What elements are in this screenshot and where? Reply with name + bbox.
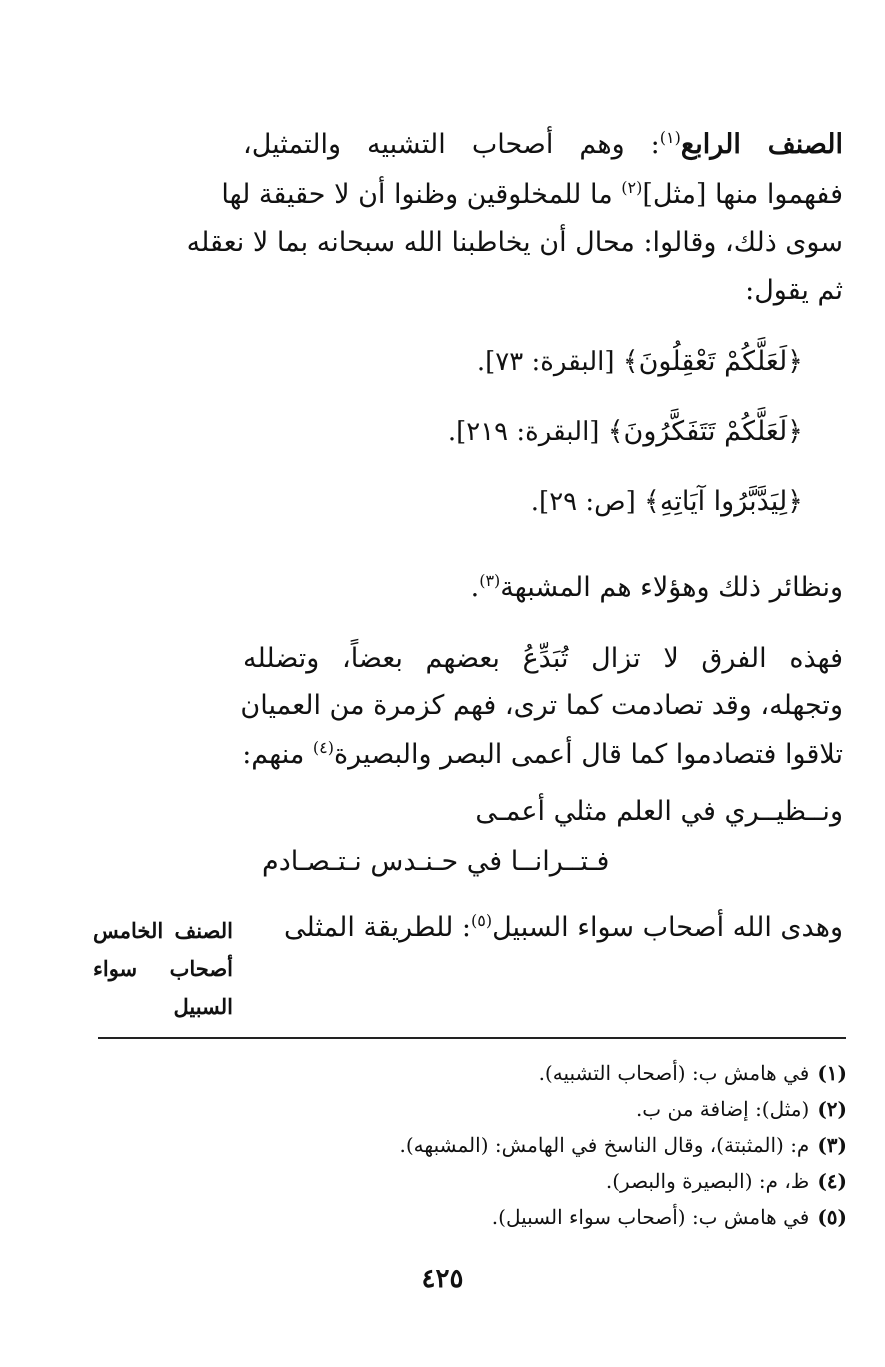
paragraph-3-line-2: وتجهله، وقد تصادمت كما ترى، فهم كزمرة من العميان <box>240 690 843 721</box>
footnote-text: في هامش ب: (أصحاب سواء السبيل). <box>491 1205 810 1229</box>
paragraph-4-text: : للطريقة المثلى <box>283 912 472 943</box>
quran-verse: ﴿لَعَلَّكُمْ تَتَفَكَّرُونَ﴾ <box>607 416 803 447</box>
footnote-3 <box>400 1128 847 1162</box>
quran-reference: [البقرة: ٧٣]. <box>476 347 623 377</box>
paragraph-4-text: وهدى الله أصحاب سواء السبيل <box>492 912 843 943</box>
paragraph-1-line-1 <box>243 123 843 167</box>
footnote-ref-4[interactable]: (٤) <box>312 738 335 757</box>
quran-reference: [ص: ٢٩]. <box>530 487 645 517</box>
footnote-text: (مثل): إضافة من ب. <box>635 1097 810 1121</box>
paragraph-1-text: ما للمخلوقين وظنوا أن لا حقيقة لها <box>221 179 622 210</box>
paragraph-2-text: ونظائر ذلك وهؤلاء هم المشبهة <box>500 572 843 603</box>
footnote-separator <box>98 1037 846 1039</box>
footnote-text: في هامش ب: (أصحاب التشبيه). <box>538 1061 810 1085</box>
quran-quote-1 <box>477 340 803 384</box>
poem-line-2: فـتــرانــا في حـنـدس نـتـصـادم <box>262 846 610 877</box>
paragraph-4 <box>284 906 843 950</box>
footnote-number: (٥) <box>817 1205 847 1229</box>
footnote-ref-3[interactable]: (٣) <box>479 571 501 590</box>
footnote-2 <box>636 1092 847 1126</box>
footnote-text: ظ، م: (البصيرة والبصر). <box>605 1169 810 1193</box>
paragraph-3-text: منهم: <box>242 739 313 770</box>
footnote-number: (٣) <box>817 1133 847 1157</box>
quran-verse: ﴿لَعَلَّكُمْ تَعْقِلُونَ﴾ <box>622 346 803 377</box>
paragraph-1-line-4: ثم يقول: <box>745 275 843 306</box>
paragraph-2 <box>243 566 843 610</box>
margin-note-line-3: السبيل <box>173 994 233 1019</box>
footnote-number: (١) <box>817 1061 847 1085</box>
footnote-ref-5[interactable]: (٥) <box>471 911 493 930</box>
poem-line-1: ونــظيــري في العلم مثلي أعمـى <box>475 796 843 827</box>
paragraph-1-text: ففهموا منها [مثل] <box>642 179 843 210</box>
paragraph-3-line-3 <box>243 733 843 777</box>
footnote-number: (٤) <box>817 1169 847 1193</box>
margin-note-line-2: أصحاب سواء <box>93 956 233 981</box>
paragraph-3-line-1: فهذه الفرق لا تزال تُبَدِّعُ بعضهم بعضاً، وتضلله <box>243 643 843 674</box>
section-heading-fourth: الصنف الرابع <box>680 129 843 160</box>
margin-note-line-1: الصنف الخامس <box>93 918 233 943</box>
page-number: ٤٢٥ <box>421 1264 464 1294</box>
quran-quote-2 <box>448 410 803 454</box>
footnote-4 <box>606 1164 847 1198</box>
footnote-number: (٢) <box>817 1097 847 1121</box>
footnote-ref-2[interactable]: (٢) <box>621 178 643 197</box>
footnote-text: م: (المثبتة)، وقال الناسخ في الهامش: (المشبهه). <box>399 1133 810 1157</box>
paragraph-1-text: : وهم أصحاب التشبيه والتمثيل، <box>243 129 660 160</box>
quran-reference: [البقرة: ٢١٩]. <box>447 417 608 447</box>
quran-verse: ﴿لِيَدَّبَّرُوا آيَاتِهِ﴾ <box>644 486 803 517</box>
paragraph-1-line-2 <box>221 173 843 217</box>
quran-quote-3 <box>531 480 803 524</box>
footnote-5 <box>492 1200 847 1234</box>
footnote-ref-1[interactable]: (١) <box>659 128 681 147</box>
paragraph-3-text: تلاقوا فتصادموا كما قال أعمى البصر والبصيرة <box>334 739 843 770</box>
paragraph-2-end: . <box>470 572 480 603</box>
footnote-1 <box>539 1056 847 1090</box>
paragraph-1-line-3: سوى ذلك، وقالوا: محال أن يخاطبنا الله سبحانه بما لا نعقله <box>186 227 843 258</box>
